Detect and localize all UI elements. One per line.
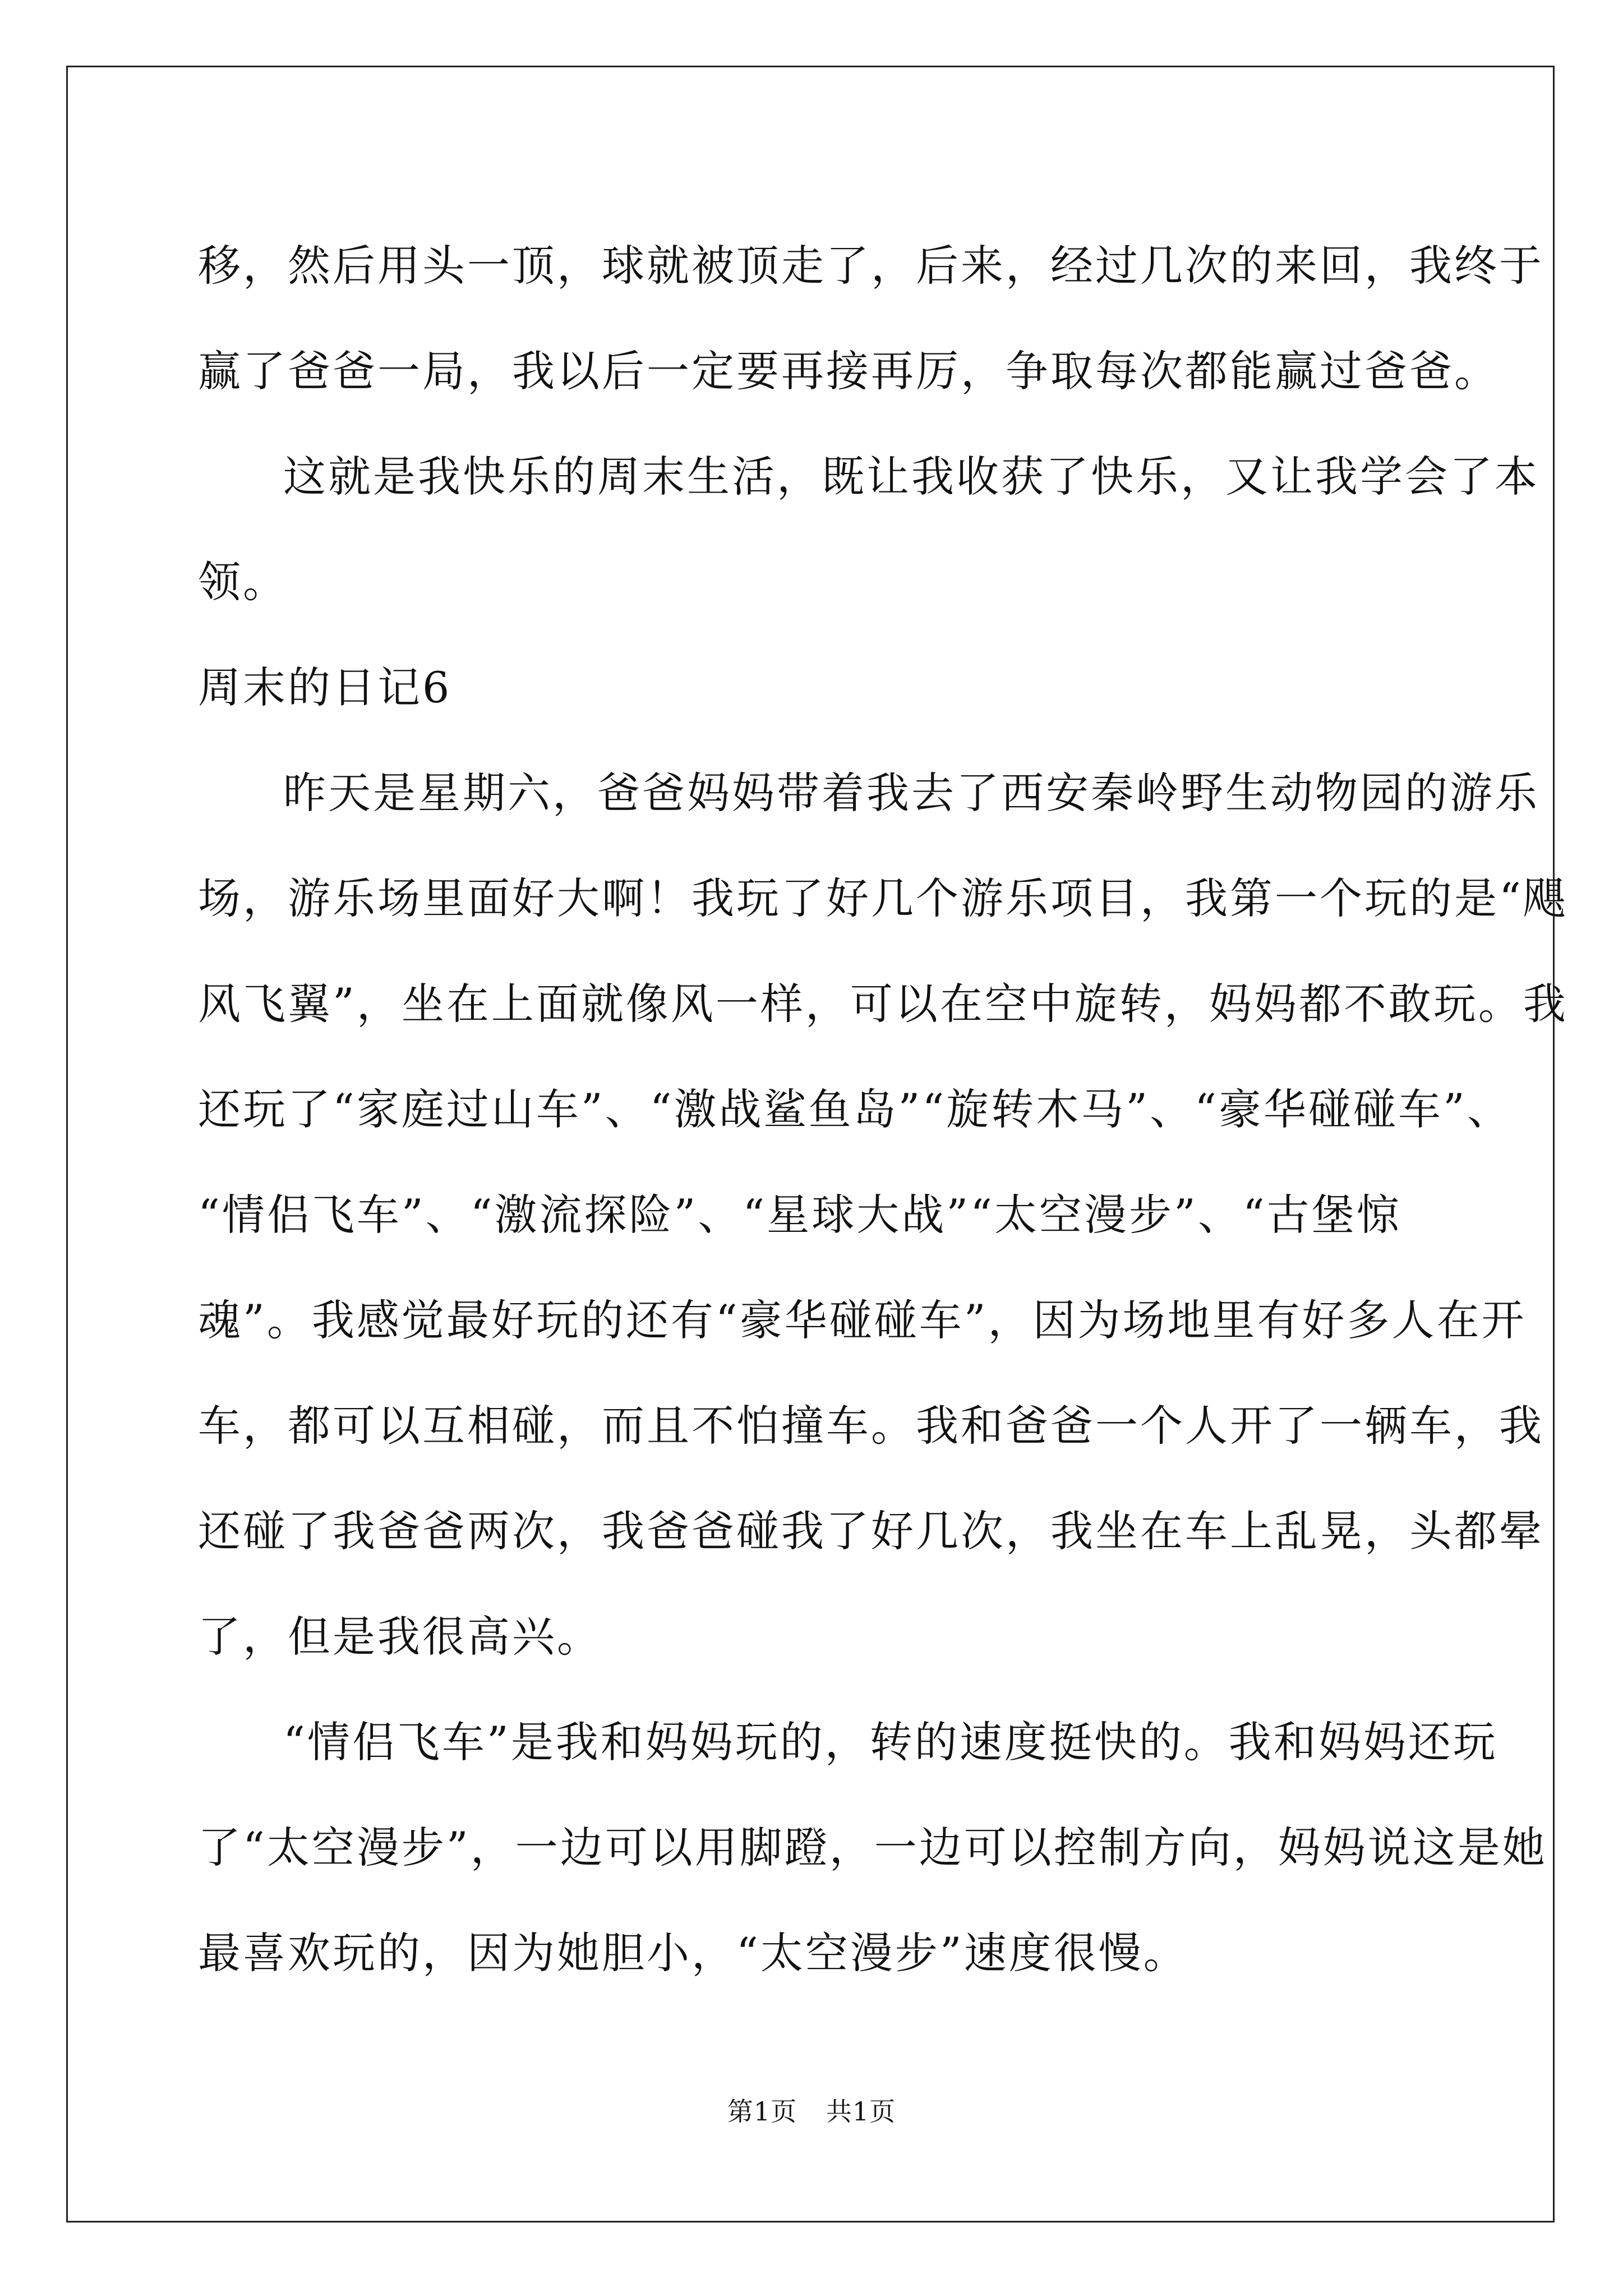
page-number: 第1页 [727,2096,797,2127]
paragraph-start: 这就是我快乐的周末生活，既让我收获了快乐，又让我学会了本 [283,452,1539,501]
paragraph-start: 昨天是星期六，爸爸妈妈带着我去了西安秦岭野生动物园的游乐 [283,768,1539,818]
document-body [198,213,1568,2006]
page-footer [0,2091,1623,2128]
text-line: 魂”。我感觉最好玩的还有“豪华碰碰车”，因为场地里有好多人在开 [198,1295,1527,1345]
text-line: “情侣飞车”、“激流探险”、“星球大战”“太空漫步”、“古堡惊 [198,1190,1401,1240]
paragraph-start: “情侣飞车”是我和妈妈玩的，转的速度挺快的。我和妈妈还玩 [283,1717,1498,1767]
text-line: 最喜欢玩的，因为她胆小，“太空漫步”速度很慢。 [198,1928,1188,1978]
text-line: 还玩了“家庭过山车”、“激战鲨鱼岛”“旋转木马”、“豪华碰碰车”、 [198,1084,1512,1134]
text-line: 场，游乐场里面好大啊！我玩了好几个游乐项目，我第一个玩的是“飓 [198,873,1568,923]
text-line: 车，都可以互相碰，而且不怕撞车。我和爸爸一个人开了一辆车，我 [198,1401,1544,1451]
text-line: 领。 [198,557,288,607]
text-line: 风飞翼”，坐在上面就像风一样，可以在空中旋转，妈妈都不敢玩。我 [198,979,1568,1029]
text-line: 还碰了我爸爸两次，我爸爸碰我了好几次，我坐在车上乱晃，头都晕 [198,1506,1544,1556]
section-title: 周末的日记6 [198,662,452,712]
page-total: 共1页 [826,2096,896,2127]
text-line: 了“太空漫步”，一边可以用脚蹬，一边可以控制方向，妈妈说这是她 [198,1823,1547,1872]
text-line: 赢了爸爸一局，我以后一定要再接再厉，争取每次都能赢过爸爸。 [198,346,1499,396]
text-line: 移，然后用头一顶，球就被顶走了，后来，经过几次的来回，我终于 [198,241,1544,291]
text-line: 了，但是我很高兴。 [198,1612,602,1662]
